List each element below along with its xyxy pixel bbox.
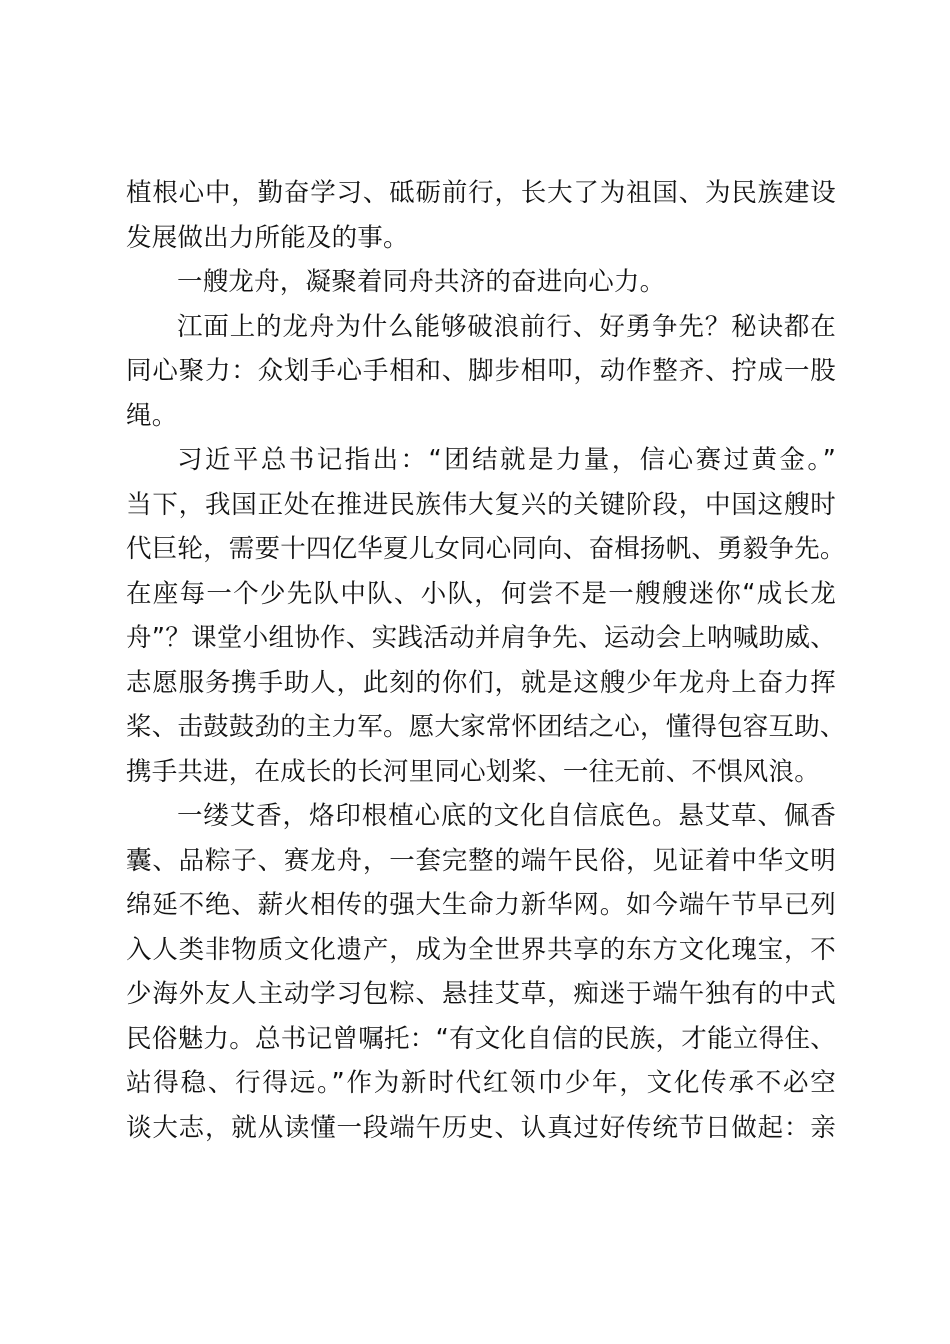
text-line: 桨、击鼓鼓劲的主力军。愿大家常怀团结之心，懂得包容互助、 xyxy=(126,712,846,742)
text-line: 江面上的龙舟为什么能够破浪前行、好勇争先？秘诀都在 xyxy=(177,311,836,342)
text-line: 代巨轮，需要十四亿华夏儿女同心同向、奋楫扬帆、勇毅争先。 xyxy=(126,534,846,564)
text-line: 站得稳、行得远。”作为新时代红领巾少年，文化传承不必空 xyxy=(126,1068,836,1098)
text-line: 在座每一个少先队中队、小队，何尝不是一艘艘迷你“成长龙 xyxy=(126,578,836,609)
text-line: 绵延不绝、薪火相传的强大生命力新华网。如今端午节早已列 xyxy=(126,890,836,920)
text-line: 一艘龙舟，凝聚着同舟共济的奋进向心力。 xyxy=(177,267,666,297)
text-line: 植根心中，勤奋学习、砥砺前行，长大了为祖国、为民族建设 xyxy=(126,178,836,208)
text-line: 舟”？课堂小组协作、实践活动并肩争先、运动会上呐喊助威、 xyxy=(126,623,836,653)
text-line: 谈大志，就从读懂一段端午历史、认真过好传统节日做起：亲 xyxy=(126,1112,836,1143)
text-line: 志愿服务携手助人，此刻的你们，就是这艘少年龙舟上奋力挥 xyxy=(126,667,836,698)
text-line: 发展做出力所能及的事。 xyxy=(126,222,409,253)
text-line: 少海外友人主动学习包粽、悬挂艾草，痴迷于端午独有的中式 xyxy=(126,979,836,1009)
text-line: 一缕艾香，烙印根植心底的文化自信底色。悬艾草、佩香 xyxy=(177,801,836,831)
text-line: 习近平总书记指出：“团结就是力量，信心赛过黄金。” xyxy=(177,445,836,475)
text-line: 囊、品粽子、赛龙舟，一套完整的端午民俗，见证着中华文明 xyxy=(126,845,836,876)
text-line: 民俗魅力。总书记曾嘱托：“有文化自信的民族，才能立得住、 xyxy=(126,1023,836,1054)
text-line: 同心聚力：众划手心手相和、脚步相叩，动作整齐、拧成一股 xyxy=(126,356,836,386)
text-line: 携手共进，在成长的长河里同心划桨、一往无前、不惧风浪。 xyxy=(126,756,820,787)
text-line: 入人类非物质文化遗产，成为全世界共享的东方文化瑰宝，不 xyxy=(126,934,836,965)
document-body xyxy=(126,171,846,1150)
text-line: 绳。 xyxy=(126,400,178,431)
text-line: 当下，我国正处在推进民族伟大复兴的关键阶段，中国这艘时 xyxy=(126,489,836,520)
